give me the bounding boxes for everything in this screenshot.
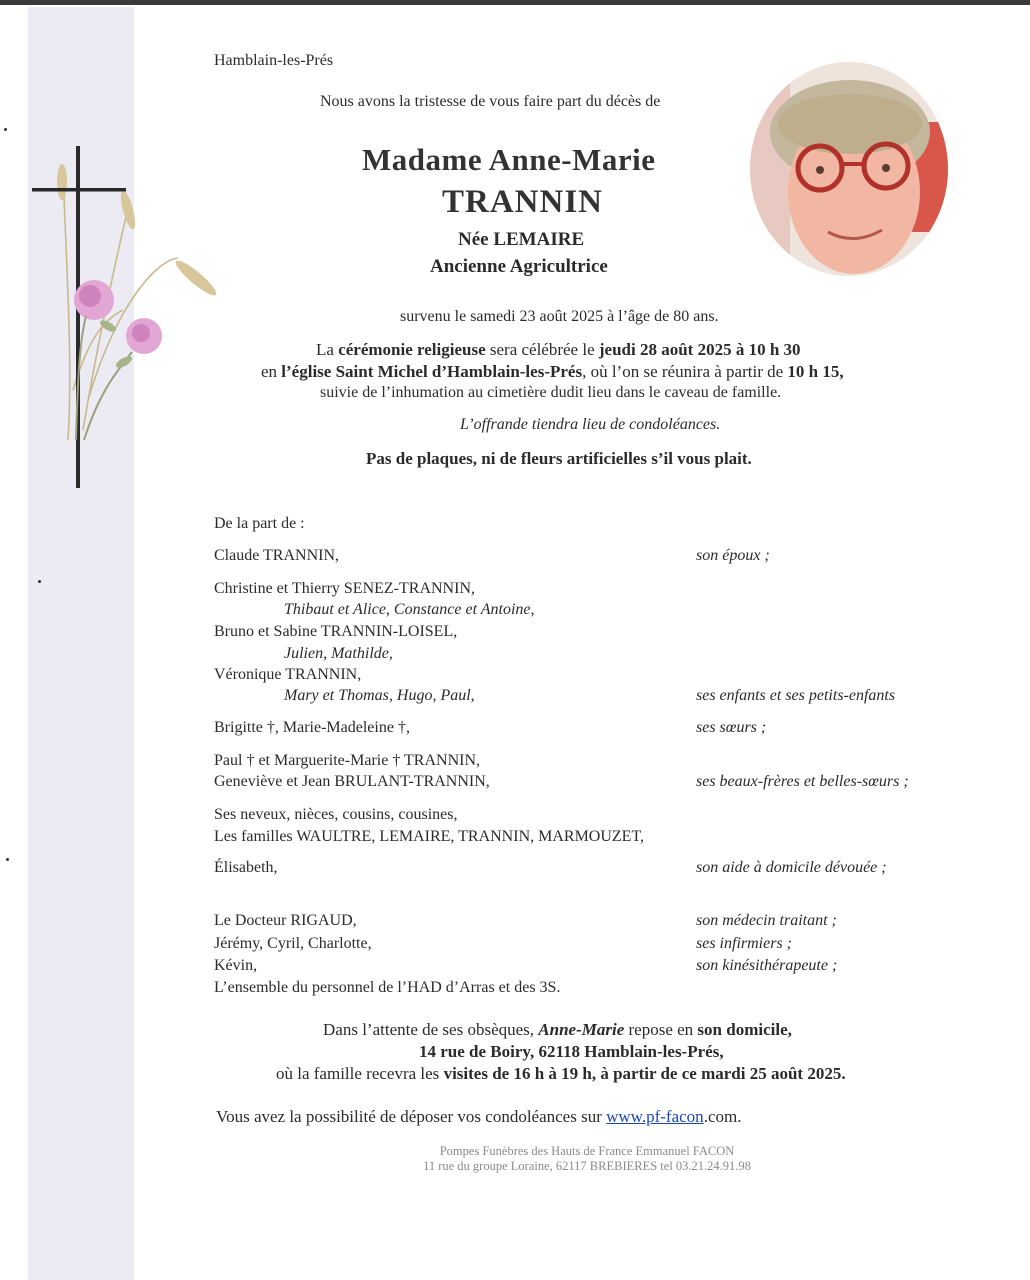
rest-line-3: où la famille recevra les visites de 16 h à 19 h, à partir de ce mardi 25 août 2025. bbox=[276, 1064, 846, 1083]
staff-line: L’ensemble du personnel de l’HAD d’Arras et des 3S. bbox=[214, 979, 561, 996]
ceremony-line-3: suivie de l’inhumation au cimetière dudit lieu dans le caveau de famille. bbox=[320, 384, 782, 401]
deceased-surname: TRANNIN bbox=[442, 184, 604, 220]
rest-line-1: Dans l’attente de ses obsèques, Anne-Marie repose en son domicile, bbox=[323, 1020, 792, 1039]
helper-role: son aide à domicile dévouée ; bbox=[696, 859, 887, 876]
nurses-names: Jérémy, Cyril, Charlotte, bbox=[214, 935, 372, 952]
scan-speck bbox=[38, 580, 41, 583]
inlaws-2: Geneviève et Jean BRULANT-TRANNIN, bbox=[214, 773, 490, 790]
physio-role: son kinésithérapeute ; bbox=[696, 957, 838, 974]
child-3-kids: Mary et Thomas, Hugo, Paul, bbox=[284, 687, 475, 704]
child-2: Bruno et Sabine TRANNIN-LOISEL, bbox=[214, 623, 458, 640]
condolences-line: Vous avez la possibilité de déposer vos condoléances sur www.pf-facon.com. bbox=[216, 1107, 742, 1126]
condolences-link[interactable]: www.pf-facon bbox=[606, 1107, 704, 1126]
sisters-role: ses sœurs ; bbox=[696, 719, 767, 736]
rest-address: 14 rue de Boiry, 62118 Hamblain-les-Prés, bbox=[419, 1042, 724, 1061]
child-1: Christine et Thierry SENEZ-TRANNIN, bbox=[214, 580, 475, 597]
ceremony-line-2: en l’église Saint Michel d’Hamblain-les-Prés, où l’on se réunira à partir de 10 h 15, bbox=[261, 362, 844, 381]
ceremony-line-1: La cérémonie religieuse sera célébrée le jeudi 28 août 2025 à 10 h 30 bbox=[316, 340, 801, 359]
helper-name: Élisabeth, bbox=[214, 859, 278, 876]
top-rule bbox=[0, 0, 1030, 5]
deceased-name: Madame Anne-Marie bbox=[362, 142, 656, 177]
cross-flowers-illustration bbox=[28, 140, 228, 500]
doctor-role: son médecin traitant ; bbox=[696, 912, 837, 929]
child-3: Véronique TRANNIN, bbox=[214, 666, 362, 683]
doctor-name: Le Docteur RIGAUD, bbox=[214, 912, 357, 929]
rose-flowers bbox=[74, 280, 162, 440]
footer-line-1: Pompes Funèbres des Hauts de France Emmanuel FACON bbox=[439, 1144, 735, 1158]
location-line: Hamblain-les-Prés bbox=[214, 52, 334, 69]
footer-line-2: 11 rue du groupe Loraine, 62117 BREBIERES tel 03.21.24.91.98 bbox=[423, 1159, 751, 1173]
family-intro: De la part de : bbox=[214, 515, 305, 532]
intro-line: Nous avons la tristesse de vous faire part du décès de bbox=[320, 93, 661, 110]
inlaws-role: ses beaux-frères et belles-sœurs ; bbox=[696, 773, 909, 790]
child-1-kids: Thibaut et Alice, Constance et Antoine, bbox=[284, 601, 535, 618]
children-role: ses enfants et ses petits-enfants bbox=[696, 687, 896, 704]
child-2-kids: Julien, Mathilde, bbox=[284, 645, 393, 662]
no-plaques-note: Pas de plaques, ni de fleurs artificielles s’il vous plait. bbox=[366, 449, 752, 468]
portrait-photo bbox=[750, 62, 948, 276]
offering-note: L’offrande tiendra lieu de condoléances. bbox=[460, 416, 721, 433]
death-date-line: survenu le samedi 23 août 2025 à l’âge de 80 ans. bbox=[400, 308, 719, 325]
spouse-name: Claude TRANNIN, bbox=[214, 547, 340, 564]
inlaws-1: Paul † et Marguerite-Marie † TRANNIN, bbox=[214, 752, 481, 769]
profession: Ancienne Agricultrice bbox=[430, 256, 608, 277]
sisters: Brigitte †, Marie-Madeleine †, bbox=[214, 719, 410, 736]
physio-name: Kévin, bbox=[214, 957, 258, 974]
condolences-text: Vous avez la possibilité de déposer vos condoléances sur bbox=[216, 1107, 607, 1126]
wheat-ears bbox=[57, 164, 220, 299]
families: Les familles WAULTRE, LEMAIRE, TRANNIN, MARMOUZET, bbox=[214, 828, 645, 845]
spouse-role: son époux ; bbox=[696, 547, 770, 564]
nurses-role: ses infirmiers ; bbox=[696, 935, 792, 952]
scan-speck bbox=[6, 858, 9, 861]
scan-speck bbox=[4, 128, 7, 131]
nephews: Ses neveux, nièces, cousins, cousines, bbox=[214, 806, 458, 823]
maiden-name: Née LEMAIRE bbox=[458, 229, 585, 250]
